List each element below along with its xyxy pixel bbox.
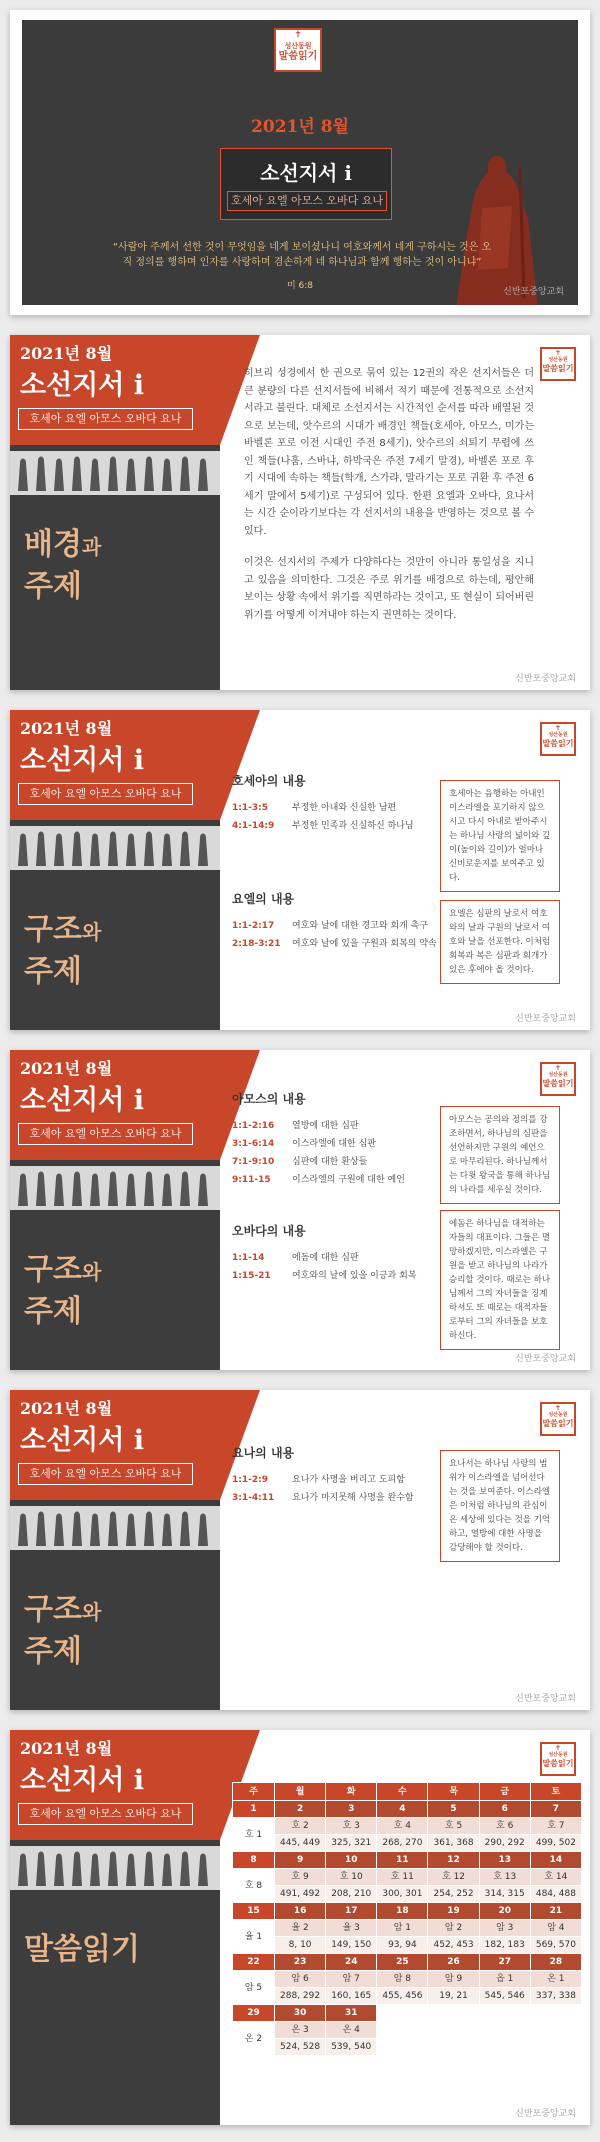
calendar-plan-cell: 호 13 <box>479 1869 530 1886</box>
amos-section <box>232 1090 405 1189</box>
outline-ref: 1:1-2:16 <box>232 1121 275 1131</box>
cover-subtitle: 호세아 요엘 아모스 오바다 요나 <box>227 191 387 211</box>
outline-text: 여호와 날에 대한 경고와 회개 촉구 <box>292 921 429 931</box>
church-name: 신반포중앙교회 <box>515 1354 576 1364</box>
calendar-hymn-cell: 491, 492 <box>275 1886 326 1903</box>
calendar-header-cell: 화 <box>326 1783 377 1801</box>
calendar-date-cell: 30 <box>275 2005 326 2022</box>
calendar-hymn-cell: 300, 301 <box>377 1886 428 1903</box>
calendar-hymn-cell: 484, 488 <box>530 1886 581 1903</box>
calendar-hymn-cell: 452, 453 <box>428 1937 479 1954</box>
calendar-date-cell: 2 <box>275 1801 326 1818</box>
calendar-hymn-cell: 160, 165 <box>326 1988 377 2005</box>
calendar-hymn-cell: 325, 321 <box>326 1835 377 1852</box>
calendar-empty-cell <box>428 2005 479 2022</box>
calendar-date-cell: 26 <box>428 1954 479 1971</box>
calendar-date-cell: 24 <box>326 1954 377 1971</box>
week-number-cell: 29 <box>233 2005 275 2022</box>
calendar-header-row <box>233 1783 582 1801</box>
calendar-date-cell: 23 <box>275 1954 326 1971</box>
calendar-hymn-cell: 499, 502 <box>530 1835 581 1852</box>
calendar-date-cell: 13 <box>479 1852 530 1869</box>
calendar-plan-cell: 온 1 <box>530 1971 581 1988</box>
logo-badge <box>540 1402 576 1436</box>
church-name: 신반포중앙교회 <box>515 1014 576 1024</box>
side-subtitle: 호세아 요엘 아모스 오바다 요나 <box>18 1463 193 1485</box>
calendar-range-row <box>233 1988 582 2005</box>
calendar-plan-cell: 암 4 <box>530 1920 581 1937</box>
logo-badge <box>540 1742 576 1776</box>
side-date: 2021년 8월 <box>20 1059 113 1078</box>
side-label <box>24 910 101 992</box>
reading-calendar <box>232 1782 582 2056</box>
calendar-plan-cell: 호 6 <box>479 1818 530 1835</box>
background-slide <box>10 335 590 690</box>
calendar-date-cell: 19 <box>428 1903 479 1920</box>
calendar-date-cell: 28 <box>530 1954 581 1971</box>
calendar-hymn-cell: 445, 449 <box>275 1835 326 1852</box>
calendar-plan-row <box>233 1920 582 1937</box>
calendar-hymn-cell: 569, 570 <box>530 1937 581 1954</box>
calendar-plan-cell: 호 14 <box>530 1869 581 1886</box>
cover-slide <box>10 10 590 315</box>
jonah-section <box>232 1444 414 1507</box>
calendar-range-row <box>233 1886 582 1903</box>
side-header <box>10 710 220 820</box>
outline-row <box>232 817 414 835</box>
calendar-hymn-cell: 539, 540 <box>326 2039 377 2056</box>
outline-ref: 7:1-9:10 <box>232 1157 275 1167</box>
outline-text: 요나가 마지못해 사명을 완수함 <box>292 1493 414 1503</box>
calendar-plan-row <box>233 1869 582 1886</box>
outline-row <box>232 1267 416 1285</box>
calendar-hymn-cell: 149, 150 <box>326 1937 377 1954</box>
cross-icon: ✝ <box>294 30 302 40</box>
calendar-range-row <box>233 1835 582 1852</box>
section-title: 호세아의 내용 <box>232 774 306 788</box>
prophets-illustration <box>10 826 220 870</box>
calendar-empty-cell <box>377 2005 428 2022</box>
calendar-plan-cell: 호 3 <box>326 1818 377 1835</box>
outline-ref: 1:1-14 <box>232 1253 265 1263</box>
outline-row <box>232 1135 405 1153</box>
calendar-header-cell: 토 <box>530 1783 581 1801</box>
outline-text: 요나가 사명을 버리고 도피함 <box>292 1475 405 1485</box>
cross-icon: ✝ <box>555 1404 561 1412</box>
calendar-empty-cell <box>479 2022 530 2039</box>
calendar-plan-cell: 호 2 <box>275 1818 326 1835</box>
logo-badge <box>540 1062 576 1096</box>
background-text <box>244 365 534 638</box>
calendar-hymn-cell: 288, 292 <box>275 1988 326 2005</box>
joel-summary-note: 요엘은 심판의 날로서 여호와의 날과 구원의 날로서 여호와 날을 선포한다. 이처럼 회복과 복은 심판과 회개가 있은 후에야 올 것이다. <box>440 900 560 984</box>
logo-text-bottom: 말씀읽기 <box>542 739 574 748</box>
outline-text: 이스라엘에 대한 심판 <box>292 1139 376 1149</box>
section-title: 아모스의 내용 <box>232 1092 306 1106</box>
logo-text-top: 성산동원 <box>284 42 312 50</box>
outline-ref: 4:1-14:9 <box>232 821 275 831</box>
calendar-plan-cell: 호 11 <box>377 1869 428 1886</box>
calendar-date-cell: 11 <box>377 1852 428 1869</box>
cover-date: 2021년 8월 <box>251 117 349 137</box>
calendar-date-cell: 10 <box>326 1852 377 1869</box>
week-book-cell: 호 1 <box>233 1818 275 1852</box>
outline-row <box>232 1117 405 1135</box>
calendar-header-cell: 주 <box>233 1783 275 1801</box>
week-book-cell: 호 8 <box>233 1869 275 1903</box>
calendar-date-cell: 31 <box>326 2005 377 2022</box>
week-book-cell: 암 5 <box>233 1971 275 2005</box>
calendar-range-row <box>233 1937 582 1954</box>
calendar-hymn-cell: 314, 315 <box>479 1886 530 1903</box>
structure-slide-hosea-joel <box>10 710 590 1030</box>
calendar-hymn-cell: 361, 368 <box>428 1835 479 1852</box>
side-header <box>10 1050 220 1160</box>
side-title: 소선지서 i <box>20 1425 144 1456</box>
logo-badge <box>540 722 576 756</box>
cover-title: 소선지서 i <box>260 161 352 185</box>
side-date: 2021년 8월 <box>20 719 113 738</box>
calendar-date-row <box>233 1954 582 1971</box>
week-number-cell: 22 <box>233 1954 275 1971</box>
calendar-plan-cell: 호 9 <box>275 1869 326 1886</box>
calendar-hymn-cell: 337, 338 <box>530 1988 581 2005</box>
week-number-cell: 1 <box>233 1801 275 1818</box>
outline-row <box>232 1489 414 1507</box>
calendar-plan-cell: 호 5 <box>428 1818 479 1835</box>
side-subtitle: 호세아 요엘 아모스 오바다 요나 <box>18 1803 193 1825</box>
calendar-date-cell: 27 <box>479 1954 530 1971</box>
calendar-plan-cell: 옵 1 <box>479 1971 530 1988</box>
logo-badge <box>274 28 322 72</box>
calendar-date-cell: 25 <box>377 1954 428 1971</box>
obadiah-summary-note: 에돔은 하나님을 대적하는 자들의 대표이다. 그들은 멸망하겠지만, 이스라엘은 구원을 받고 하나님의 나라가 승리할 것이다. 때로는 하나님께서 그의 자녀들을 징계 하셔도 또 때로는 대적자들로부터 그의 자녀들을 보호하신다. <box>440 1210 560 1350</box>
label-main: 구조 <box>24 1252 82 1287</box>
church-name: 신반포중앙교회 <box>515 674 576 684</box>
cover-panel <box>22 20 578 305</box>
amos-summary-note: 아모스는 공의와 정의를 강조하면서, 하나님의 심판을 선언하지만 구원의 예언으로 마무리된다. 하나님께서는 다윗 왕국을 통해 하나님의 나라를 세우실 것이다. <box>440 1106 560 1204</box>
calendar-plan-row <box>233 1818 582 1835</box>
calendar-hymn-cell: 208, 210 <box>326 1886 377 1903</box>
outline-ref: 1:1-3:5 <box>232 803 268 813</box>
cover-quote: “사람아 주께서 선한 것이 무엇임을 네게 보이셨나니 여호와께서 네게 구하시는 것은 오직 정의를 행하며 인자를 사랑하며 겸손하게 네 하나님과 함께 행하는 것이 아니냐” <box>112 242 492 268</box>
outline-text: 심판에 대한 환상들 <box>292 1157 368 1167</box>
calendar-date-cell: 3 <box>326 1801 377 1818</box>
calendar-plan-cell: 호 12 <box>428 1869 479 1886</box>
label-end: 주제 <box>24 1294 82 1329</box>
cover-quote-reference: 미 6:8 <box>286 281 314 291</box>
outline-row <box>232 935 437 953</box>
label-particle: 와 <box>81 1600 102 1624</box>
calendar-date-row <box>233 1852 582 1869</box>
calendar-empty-cell <box>530 2039 581 2056</box>
side-title: 소선지서 i <box>20 370 144 401</box>
side-label: 말씀읽기 <box>24 1932 140 1967</box>
calendar-header-cell: 수 <box>377 1783 428 1801</box>
calendar-hymn-cell: 19, 21 <box>428 1988 479 2005</box>
week-book-cell: 온 2 <box>233 2022 275 2056</box>
calendar-date-cell: 20 <box>479 1903 530 1920</box>
logo-text-bottom: 말씀읽기 <box>542 1759 574 1768</box>
section-title: 오바다의 내용 <box>232 1224 306 1238</box>
side-date: 2021년 8월 <box>20 1739 113 1758</box>
side-header <box>10 335 220 445</box>
outline-text: 에돔에 대한 심판 <box>292 1253 359 1263</box>
calendar-plan-cell: 암 2 <box>428 1920 479 1937</box>
calendar-date-cell: 4 <box>377 1801 428 1818</box>
calendar-plan-row <box>233 2022 582 2039</box>
outline-text: 부정한 민족과 신실하신 하나님 <box>292 821 414 831</box>
calendar-plan-cell: 암 1 <box>377 1920 428 1937</box>
background-paragraph: 이것은 선지서의 주제가 다양하다는 것만이 아니라 통일성을 지니고 있음을 의미한다. 그것은 주로 위기를 배경으로 하는데, 평안해 보이는 상황 속에서 위기를 직면하라는 것이고, 또 현실이 되어버린 위기를 어떻게 이겨내야 하는지 권면하는 것이다. <box>244 557 534 621</box>
logo-text-bottom: 말씀읽기 <box>542 1079 574 1088</box>
calendar-date-cell: 17 <box>326 1903 377 1920</box>
side-subtitle: 호세아 요엘 아모스 오바다 요나 <box>18 783 193 805</box>
calendar-plan-cell: 호 4 <box>377 1818 428 1835</box>
side-date: 2021년 8월 <box>20 1399 113 1418</box>
logo-text-bottom: 말씀읽기 <box>542 1419 574 1428</box>
week-number-cell: 15 <box>233 1903 275 1920</box>
label-main: 구조 <box>24 912 82 947</box>
calendar-hymn-cell: 545, 546 <box>479 1988 530 2005</box>
week-number-cell: 8 <box>233 1852 275 1869</box>
prophets-illustration <box>10 1846 220 1890</box>
calendar-date-cell: 7 <box>530 1801 581 1818</box>
calendar-empty-cell <box>479 2005 530 2022</box>
outline-text: 여호와의 날에 있을 이긍과 회복 <box>292 1271 417 1281</box>
logo-text-top: 성산동원 <box>548 1072 568 1078</box>
logo-text-top: 성산동원 <box>548 1752 568 1758</box>
section-title: 요엘의 내용 <box>232 892 295 906</box>
calendar-hymn-cell: 182, 183 <box>479 1937 530 1954</box>
outline-ref: 2:18-3:21 <box>232 939 281 949</box>
calendar-hymn-cell: 8, 10 <box>275 1937 326 1954</box>
calendar-empty-cell <box>377 2039 428 2056</box>
outline-ref: 1:1-2:17 <box>232 921 275 931</box>
outline-ref: 9:11-15 <box>232 1175 271 1185</box>
calendar-empty-cell <box>377 2022 428 2039</box>
side-title: 소선지서 i <box>20 1085 144 1116</box>
calendar-empty-cell <box>530 2005 581 2022</box>
calendar-date-cell: 12 <box>428 1852 479 1869</box>
logo-badge <box>540 347 576 381</box>
calendar-empty-cell <box>428 2022 479 2039</box>
outline-text: 열방에 대한 심판 <box>292 1121 359 1131</box>
jonah-summary-note: 요나서는 하나님 사랑의 범위가 이스라엘을 넘어선다는 것을 보여준다. 이스라엘은 이처럼 하나님의 관심이 온 세상에 있다는 것을 기억하고, 열방에 대한 사명을 감당해야 할 것이다. <box>440 1450 560 1562</box>
background-paragraph: 히브리 성경에서 한 권으로 묶여 있는 12권의 작은 선지서들은 더 큰 분량의 다른 선지서들에 비해서 적기 때문에 전통적으로 소선지서라고 불린다. 대체로 소선지서는 시간적인 순서를 따라 배열된 것으로 보는데, 앗수르의 시대가 배경인 책들(호세아, 아모스, 미가는 바벨론 포로 이전 시대인 주전 8세기), 앗수르의 쇠퇴기 무렵에 쓰인 책들(나훔, 스바냐, 하박국은 주전 7세기 말경), 바벨론 포로 후기 시대에 속하는 책들(학개, 스가랴, 말라기는 포로 귀환 후 주전 6세기 말에서 5세기)로 구성되어 있다. 한편 요엘과 오바댜, 요나서는 시간 순이라기보다는 각 선지서의 내용을 반영하는 것으로 볼 수 있다. <box>244 368 534 537</box>
calendar-plan-cell: 온 3 <box>275 2022 326 2039</box>
church-name: 신반포중앙교회 <box>503 287 564 297</box>
outline-text: 여호와 날에 있을 구원과 회복의 약속 <box>292 939 437 949</box>
calendar-hymn-cell: 93, 94 <box>377 1937 428 1954</box>
calendar-plan-row <box>233 1971 582 1988</box>
calendar-date-row <box>233 1801 582 1818</box>
side-label <box>24 1250 101 1332</box>
section-title: 요나의 내용 <box>232 1446 295 1460</box>
calendar-header-cell: 목 <box>428 1783 479 1801</box>
calendar-header-cell: 월 <box>275 1783 326 1801</box>
calendar-hymn-cell: 268, 270 <box>377 1835 428 1852</box>
outline-row <box>232 1153 405 1171</box>
calendar-plan-cell: 암 9 <box>428 1971 479 1988</box>
calendar-hymn-cell: 524, 528 <box>275 2039 326 2056</box>
calendar-plan-cell: 온 4 <box>326 2022 377 2039</box>
outline-text: 부정한 아내와 신실한 남편 <box>292 803 397 813</box>
church-name: 신반포중앙교회 <box>515 1694 576 1704</box>
calendar-date-row <box>233 2005 582 2022</box>
logo-text-top: 성산동원 <box>548 732 568 738</box>
logo-text-bottom: 말씀읽기 <box>278 51 318 62</box>
cross-icon: ✝ <box>555 1744 561 1752</box>
logo-text-bottom: 말씀읽기 <box>542 364 574 373</box>
outline-row <box>232 1249 416 1267</box>
label-end: 주제 <box>24 1634 82 1669</box>
calendar-date-cell: 5 <box>428 1801 479 1818</box>
week-book-cell: 율 1 <box>233 1920 275 1954</box>
label-main: 구조 <box>24 1592 82 1627</box>
label-particle: 와 <box>81 1260 102 1284</box>
side-label <box>24 1590 101 1672</box>
label-particle: 과 <box>81 535 102 559</box>
logo-text-top: 성산동원 <box>548 357 568 363</box>
prophets-illustration <box>10 451 220 495</box>
calendar-range-row <box>233 2039 582 2056</box>
obadiah-section <box>232 1222 416 1285</box>
calendar-date-cell: 6 <box>479 1801 530 1818</box>
calendar-plan-cell: 율 3 <box>326 1920 377 1937</box>
calendar-hymn-cell: 290, 292 <box>479 1835 530 1852</box>
label-end: 주제 <box>24 954 82 989</box>
calendar-empty-cell <box>530 2022 581 2039</box>
calendar-header-cell: 금 <box>479 1783 530 1801</box>
side-subtitle: 호세아 요엘 아모스 오바다 요나 <box>18 408 193 430</box>
structure-slide-jonah <box>10 1390 590 1710</box>
hosea-section <box>232 772 414 835</box>
side-header <box>10 1390 220 1500</box>
outline-row <box>232 799 414 817</box>
side-label <box>24 525 101 607</box>
reading-plan-slide <box>10 1730 590 2125</box>
joel-section <box>232 890 437 953</box>
label-particle: 와 <box>81 920 102 944</box>
calendar-hymn-cell: 455, 456 <box>377 1988 428 2005</box>
outline-ref: 1:1-2:9 <box>232 1475 268 1485</box>
logo-text-top: 성산동원 <box>548 1412 568 1418</box>
church-name: 신반포중앙교회 <box>515 2109 576 2119</box>
calendar-plan-cell: 암 3 <box>479 1920 530 1937</box>
cross-icon: ✝ <box>555 1064 561 1072</box>
side-header <box>10 1730 220 1840</box>
outline-ref: 3:1-6:14 <box>232 1139 275 1149</box>
calendar-plan-cell: 율 2 <box>275 1920 326 1937</box>
outline-ref: 3:1-4:11 <box>232 1493 275 1503</box>
calendar-date-cell: 16 <box>275 1903 326 1920</box>
side-date: 2021년 8월 <box>20 344 113 363</box>
calendar-date-cell: 21 <box>530 1903 581 1920</box>
label-main: 배경 <box>24 527 82 562</box>
cross-icon: ✝ <box>555 724 561 732</box>
calendar-date-cell: 14 <box>530 1852 581 1869</box>
calendar-plan-cell: 암 8 <box>377 1971 428 1988</box>
calendar-plan-cell: 암 7 <box>326 1971 377 1988</box>
calendar-plan-cell: 호 10 <box>326 1869 377 1886</box>
prophets-illustration <box>10 1506 220 1550</box>
cross-icon: ✝ <box>555 349 561 357</box>
calendar-plan-cell: 암 6 <box>275 1971 326 1988</box>
side-subtitle: 호세아 요엘 아모스 오바다 요나 <box>18 1123 193 1145</box>
outline-row <box>232 1471 414 1489</box>
calendar-empty-cell <box>428 2039 479 2056</box>
calendar-date-cell: 9 <box>275 1852 326 1869</box>
outline-text: 이스라엘의 구원에 대한 예언 <box>292 1175 405 1185</box>
structure-slide-amos-obadiah <box>10 1050 590 1370</box>
side-title: 소선지서 i <box>20 1765 144 1796</box>
calendar-date-cell: 18 <box>377 1903 428 1920</box>
outline-row <box>232 1171 405 1189</box>
prophets-illustration <box>10 1166 220 1210</box>
hosea-summary-note: 호세아는 음행하는 아내인 이스라엘을 포기하지 않으시고 다시 아내로 받아주시는 하나님 사랑의 넓이와 깊이(높이와 길이)가 얼마나 신비로운지를 보여주고 있다. <box>440 780 560 892</box>
calendar-hymn-cell: 254, 252 <box>428 1886 479 1903</box>
calendar-empty-cell <box>479 2039 530 2056</box>
side-title: 소선지서 i <box>20 745 144 776</box>
calendar-date-row <box>233 1903 582 1920</box>
calendar-plan-cell: 호 7 <box>530 1818 581 1835</box>
label-end: 주제 <box>24 569 82 604</box>
outline-row <box>232 917 437 935</box>
outline-ref: 1:15-21 <box>232 1271 271 1281</box>
cover-title-box <box>220 148 392 220</box>
